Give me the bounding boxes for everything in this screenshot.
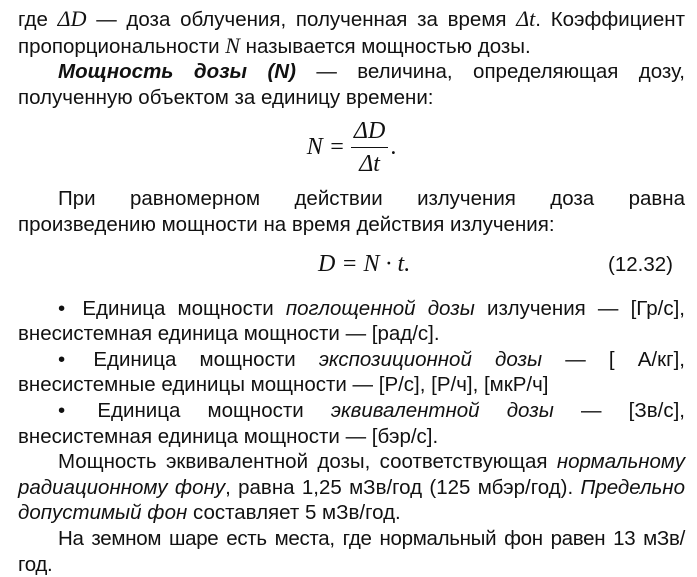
italic-term: Предельно допустимый фон xyxy=(18,475,685,525)
symbol-n: N xyxy=(225,32,240,58)
text-fragment: . Коэффициент пропорциональности xyxy=(18,8,685,58)
formula-expression: D = N · t. xyxy=(318,250,411,277)
fraction-numerator: ΔD xyxy=(351,117,388,148)
text-fragment: называется мощностью дозы. xyxy=(239,34,531,58)
paragraph-background-radiation xyxy=(18,449,685,526)
text-fragment: составляет 5 мЗв/год. xyxy=(187,501,401,525)
formula-dose-rate xyxy=(18,112,685,182)
symbol-delta-d: ΔD xyxy=(57,6,87,31)
italic-term: поглощенной дозы xyxy=(285,296,475,320)
formula-dose xyxy=(18,238,685,296)
text-fragment: Единица мощности xyxy=(82,296,286,320)
italic-term: экспозиционной дозы xyxy=(318,347,543,371)
text-fragment: Мощность эквивалентной дозы, соответствующая xyxy=(58,450,557,474)
paragraph-uniform-radiation: При равномерном действии излучения доза равна произведению мощности на время действия излучения: xyxy=(18,187,685,236)
paragraph-dose-rate-definition xyxy=(18,59,685,110)
formula-period: . xyxy=(390,133,397,160)
text-fragment: излучения — [Гр/с], внесистемная единица мощности — [рад/с]. xyxy=(18,296,685,346)
bullet-equivalent-dose xyxy=(18,398,685,449)
paragraph-earth-places: На земном шаре есть места, где нормальный фон равен 13 мЗв/год. xyxy=(18,526,685,576)
text-fragment: — доза облучения, полученная за время xyxy=(86,8,517,31)
text-fragment: , равна 1,25 мЗв/год (125 мбэр/год). xyxy=(225,475,581,499)
bullet-exposure-dose xyxy=(18,347,685,398)
formula-lhs: N = xyxy=(306,133,345,160)
text-fragment: где xyxy=(18,8,58,31)
symbol-delta-t: Δt xyxy=(516,6,536,31)
text-fragment: — величина, определяющая дозу, полученную объектом за единицу времени: xyxy=(18,60,685,109)
text-fragment: — [Зв/с], внесистемная единица мощности — [бэр/с]. xyxy=(18,398,685,448)
italic-term: нормальному радиационному фону xyxy=(18,450,685,499)
fraction xyxy=(351,117,388,178)
italic-term: эквивалентной дозы xyxy=(330,398,554,422)
text-fragment: Единица мощности xyxy=(93,347,319,371)
term-dose-rate: Мощность дозы (N) xyxy=(58,60,296,84)
text-fragment: — [ А/кг], внесистемные единицы мощности — [Р/с], [Р/ч], [мкР/ч] xyxy=(18,347,685,397)
fraction-denominator: Δt xyxy=(359,150,380,177)
bullet-absorbed-dose xyxy=(18,296,685,347)
paragraph-dose-definition xyxy=(18,6,685,59)
equation-number: (12.32) xyxy=(608,252,673,276)
text-fragment: Единица мощности xyxy=(97,398,331,422)
